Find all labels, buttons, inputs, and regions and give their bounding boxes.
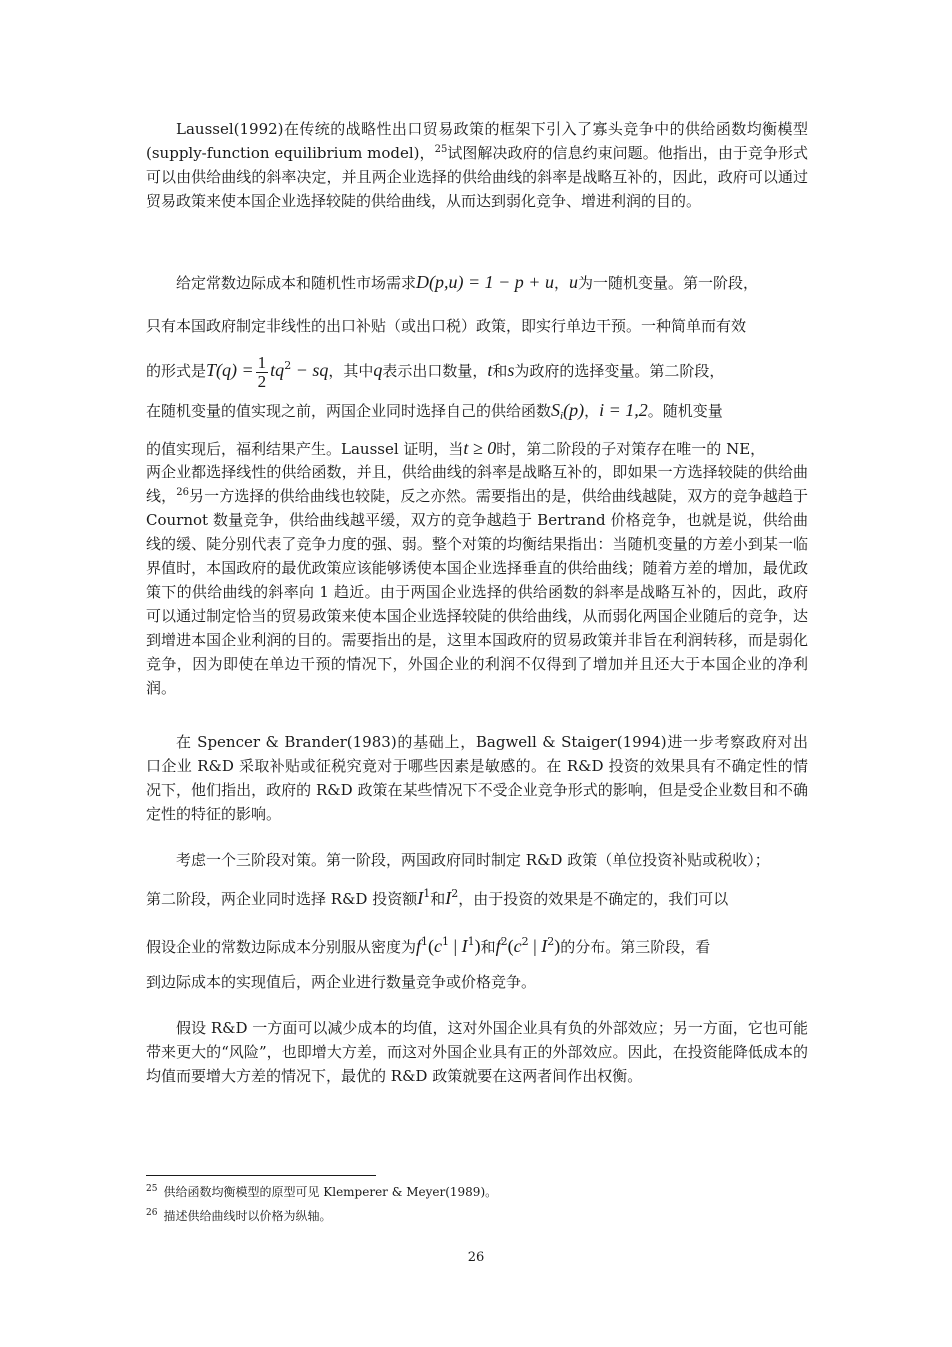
superscript-1: 1 bbox=[442, 935, 450, 948]
para2-line5 bbox=[146, 436, 808, 461]
superscript-1: 1 bbox=[423, 887, 431, 900]
var-t: t bbox=[487, 360, 493, 380]
density-f: f bbox=[416, 936, 422, 956]
para4-text: 到边际成本的实现值后，两企业进行数量竞争或价格竞争。 bbox=[146, 973, 537, 991]
para4-text: 考虑一个三阶段对策。第一阶段，两国政府同时制定 R&D 政策（单位投资补贴或税收）； bbox=[176, 851, 770, 869]
para2-text: 的形式是 bbox=[146, 362, 207, 380]
para4-text: 假设企业的常数边际成本分别服从密度为 bbox=[146, 938, 417, 956]
para4-text: 的分布。第三阶段，看 bbox=[560, 938, 711, 956]
para4-line2 bbox=[146, 886, 808, 911]
var-I: I bbox=[417, 888, 424, 908]
paragraph-rd-risk bbox=[146, 1016, 808, 1088]
para2-text: 在随机变量的值实现之前，两国企业同时选择自己的供给函数 bbox=[146, 402, 552, 420]
footnote-ref-26[interactable]: 26 bbox=[176, 487, 189, 498]
footnote-number: 26 bbox=[146, 1208, 158, 1218]
para1-text-tail: 试图解决政府的信息约束问题。他指出，由于竞争形式可以由供给曲线的斜率决定，并且两企业选择的供给曲线的斜率是战略互补的，因此，政府可以通过贸易政策来使本国企业选择较陡的供给曲线，从而达到弱化竞争、增进利润的目的。 bbox=[146, 144, 808, 210]
exponent: 2 bbox=[284, 359, 292, 372]
comma: ， bbox=[584, 402, 600, 420]
supply-function-arg: (p) bbox=[563, 400, 585, 420]
para4-line3: 假设企业的常数边际成本分别服从密度为$f^1(c^1$ | $I^1$)和$f^2(c^2$ | $I^2$)的分布。第三阶段，看 bbox=[146, 935, 711, 956]
para2-text: ，其中 bbox=[328, 362, 374, 380]
var-s: s bbox=[507, 360, 515, 380]
para4-line1 bbox=[146, 848, 808, 872]
para4-text: ，由于投资的效果是不确定的，我们可以 bbox=[458, 890, 729, 908]
footnote-number: 25 bbox=[146, 1184, 158, 1194]
var-q: q bbox=[373, 360, 383, 380]
var-I: I bbox=[461, 936, 468, 956]
policy-equation-term: − sq bbox=[291, 360, 329, 380]
para2-text: 。随机变量 bbox=[647, 402, 723, 420]
para2-text: 表示出口数量， bbox=[382, 362, 488, 380]
policy-equation-term: tq bbox=[270, 360, 285, 380]
footnote-separator bbox=[146, 1175, 376, 1176]
superscript-2: 2 bbox=[547, 935, 555, 948]
paragraph-laussel bbox=[146, 117, 808, 213]
para3-text: 在 Spencer & Brander(1983)的基础上，Bagwell & Staiger(1994)进一步考察政府对出口企业 R&D 采取补贴或征税究竟对于哪些因素是敏感的。在 R&D 投资的效果具有不确定性的情况下，他们指出，政府的 R&D 政策在某些情况下不受企业竞争形式的影响，但是受企业数目和不确定性的特征的影响。 bbox=[146, 733, 808, 823]
superscript-2: 2 bbox=[500, 935, 508, 948]
para2-text: 和 bbox=[492, 362, 508, 380]
var-I: I bbox=[541, 936, 548, 956]
para2-text: 的值实现后，福利结果产生。Laussel 证明，当 bbox=[146, 440, 464, 458]
footnote-text: 供给函数均衡模型的原型可见 Klemperer & Meyer(1989)。 bbox=[163, 1185, 498, 1199]
para2-body bbox=[146, 460, 808, 700]
para4-text: 和 bbox=[480, 938, 496, 956]
conditional-bar: | bbox=[449, 936, 462, 956]
superscript-2: 2 bbox=[451, 887, 459, 900]
conditional-bar: | bbox=[528, 936, 542, 956]
var-u: u bbox=[568, 272, 578, 292]
para2-text: 为政府的选择变量。第二阶段， bbox=[514, 362, 725, 380]
para2-line1 bbox=[146, 270, 808, 295]
page-number: 26 bbox=[467, 1250, 485, 1265]
superscript-1: 1 bbox=[421, 935, 429, 948]
footnote-26 bbox=[146, 1207, 808, 1225]
var-I: I bbox=[445, 888, 452, 908]
para2-text: 为一随机变量。第一阶段， bbox=[577, 274, 758, 292]
para2-text: 两企业都选择线性的供给函数，并且，供给曲线的斜率是战略互补的，即如果一方选择较陡的供给曲线， bbox=[146, 463, 808, 505]
fraction-one-half bbox=[256, 354, 269, 391]
para2-text: 给定常数边际成本和随机性市场需求 bbox=[176, 274, 417, 292]
para2-text: 只有本国政府制定非线性的出口补贴（或出口税）政策，即实行单边干预。一种简单而有效 bbox=[146, 317, 747, 335]
para2-text: 时，第二阶段的子对策存在唯一的 NE， bbox=[496, 440, 766, 458]
footnote-text: 描述供给曲线时以价格为纵轴。 bbox=[163, 1209, 332, 1223]
fraction-numerator: 1 bbox=[257, 352, 267, 372]
footnote-ref-25[interactable]: 25 bbox=[434, 144, 448, 155]
density-f: f bbox=[495, 936, 501, 956]
para2-text: 另一方选择的供给曲线也较陡，反之亦然。需要指出的是，供给曲线越陡，双方的竞争越趋于 Cournot 数量竞争，供给曲线越平缓，双方的竞争越趋于 Bertrand 价格竞争，也就是说，供给曲线的缓、陡分别代表了竞争力度的强、弱。整个对策的均衡结果指出：当随机变量的方差小到某一临界值时，本国政府的最优政策应该能够诱使本国企业选择垂直的供给曲线；随着方差的增加，最优政策下的供给曲线的斜率向 1 趋近。由于两国企业选择的供给函数的斜率是战略互补的，因此，政府可以通过制定恰当的贸易政策来使本国企业选择较陡的供给曲线，从而弱化两国企业随后的竞争，达到增进本国企业利润的目的。需要指出的是，这里本国政府的贸易政策并非旨在利润转移，而是弱化竞争，因为即使在单边干预的情况下，外国企业的利润不仅得到了增加并且还大于本国企业的净利润。 bbox=[146, 487, 808, 697]
policy-equation-lhs: T(q) = bbox=[206, 360, 254, 380]
var-c: c bbox=[434, 936, 443, 956]
footnote-25 bbox=[146, 1183, 808, 1201]
paragraph-spencer-brander bbox=[146, 730, 808, 826]
para4-line4 bbox=[146, 970, 808, 994]
superscript-1: 1 bbox=[467, 935, 475, 948]
para2-line2 bbox=[146, 314, 808, 338]
subscript-i: i bbox=[560, 410, 564, 422]
condition-t: t ≥ 0 bbox=[463, 438, 497, 458]
para4-text: 和 bbox=[430, 890, 446, 908]
fraction-denominator: 2 bbox=[257, 371, 267, 391]
para4-text: 第二阶段，两企业同时选择 R&D 投资额 bbox=[146, 890, 418, 908]
para1-text: Laussel(1992)在传统的战略性出口贸易政策的框架下引入了寡头竞争中的供给函数均衡模型(supply-function equilibrium model)， bbox=[146, 120, 808, 162]
index-range: i = 1,2 bbox=[599, 400, 648, 420]
demand-equation: D(p,u) = 1 − p + u bbox=[416, 272, 554, 292]
para2-line3 bbox=[146, 350, 808, 391]
para2-line4 bbox=[146, 398, 808, 423]
superscript-2: 2 bbox=[521, 935, 529, 948]
comma: ， bbox=[553, 274, 569, 292]
para5-text: 假设 R&D 一方面可以减少成本的均值，这对外国企业具有负的外部效应；另一方面，它也可能带来更大的“风险”，也即增大方差，而这对外国企业具有正的外部效应。因此，在投资能降低成本的均值而要增大方差的情况下，最优的 R&D 政策就要在这两者间作出权衡。 bbox=[146, 1019, 808, 1085]
var-c: c bbox=[513, 936, 522, 956]
supply-function: S bbox=[551, 400, 561, 420]
